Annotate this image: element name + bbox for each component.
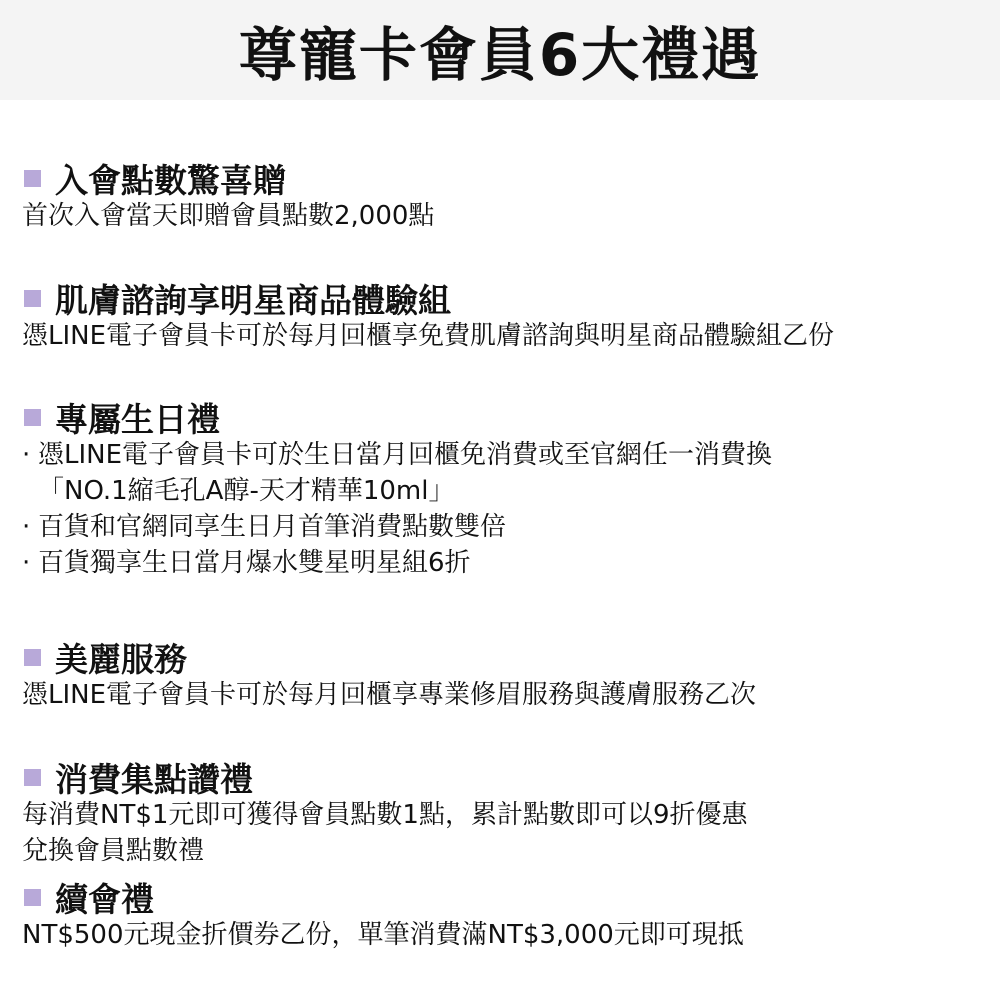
section-text: NT$500元現金折價券乙份，單筆消費滿NT$3,000元即可現抵 <box>22 920 744 950</box>
section-text: 每消費NT$1元即可獲得會員點數1點，累計點數即可以9折優惠 <box>22 800 748 830</box>
list-item-text: 百貨獨享生日當月爆水雙星明星組6折 <box>38 548 471 578</box>
bullet-square-icon <box>24 769 41 786</box>
list-item-continuation: 「NO.1縮毛孔A醇-天才精華10ml」 <box>38 476 455 506</box>
section-renewal-gift <box>22 877 982 953</box>
section-skin-consultation <box>22 278 982 354</box>
list-item <box>22 509 982 545</box>
bullet-square-icon <box>24 409 41 426</box>
list-item-text: 憑LINE電子會員卡可於生日當月回櫃免消費或至官網任一消費換 <box>38 440 773 470</box>
section-welcome-points <box>22 158 982 234</box>
section-beauty-service <box>22 637 982 713</box>
section-title: 消費集點讚禮 <box>55 759 253 799</box>
section-title: 肌膚諮詢享明星商品體驗組 <box>55 280 451 320</box>
section-title: 專屬生日禮 <box>55 399 220 439</box>
list-item-text: 百貨和官網同享生日月首筆消費點數雙倍 <box>38 512 507 542</box>
section-title: 入會點數驚喜贈 <box>55 160 286 200</box>
section-birthday-gift <box>22 397 982 581</box>
bullet-square-icon <box>24 170 41 187</box>
dot-bullet-icon: · <box>22 440 31 470</box>
bullet-square-icon <box>24 889 41 906</box>
section-heading <box>22 877 982 917</box>
list-item <box>22 545 982 581</box>
dot-bullet-icon: · <box>22 512 31 542</box>
section-title: 續會禮 <box>55 879 154 919</box>
page-title: 尊寵卡會員6大禮遇 <box>238 21 762 89</box>
section-text: 憑LINE電子會員卡可於每月回櫃享專業修眉服務與護膚服務乙次 <box>22 680 757 710</box>
bullet-square-icon <box>24 290 41 307</box>
dot-bullet-icon: · <box>22 548 31 578</box>
section-heading <box>22 278 982 318</box>
section-text: 兌換會員點數禮 <box>22 836 205 866</box>
section-text: 憑LINE電子會員卡可於每月回櫃享免費肌膚諮詢與明星商品體驗組乙份 <box>22 321 835 351</box>
section-points-reward <box>22 757 982 869</box>
section-heading <box>22 757 982 797</box>
header-banner <box>0 0 1000 100</box>
section-heading <box>22 397 982 437</box>
section-text: 首次入會當天即贈會員點數2,000點 <box>22 201 435 231</box>
section-heading <box>22 158 982 198</box>
section-title: 美麗服務 <box>55 639 187 679</box>
bullet-square-icon <box>24 649 41 666</box>
list-item <box>22 437 982 473</box>
section-heading <box>22 637 982 677</box>
